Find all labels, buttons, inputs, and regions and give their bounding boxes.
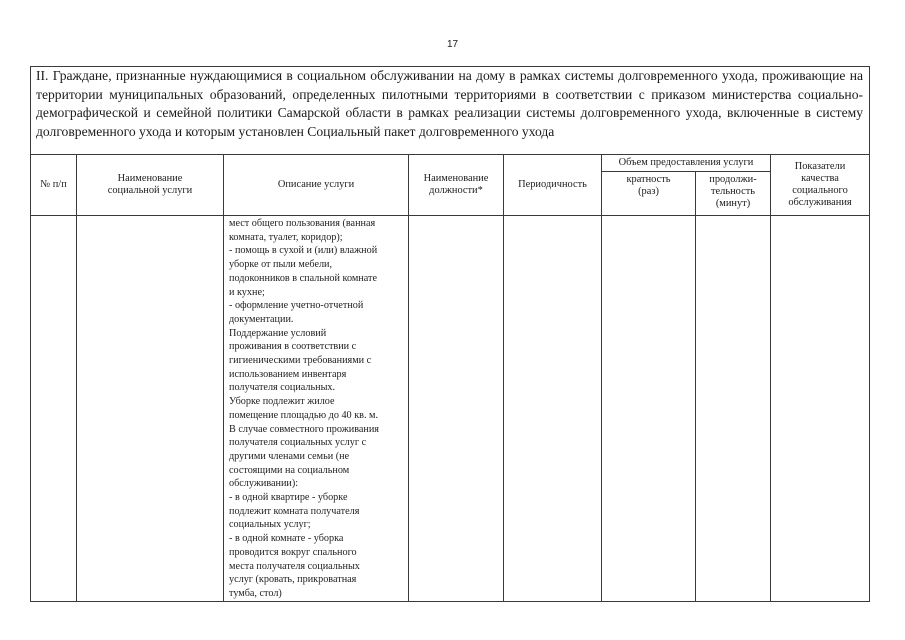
- header-quality: Показатели качества социального обслуживания: [771, 155, 870, 216]
- description-line: получателя социальных услуг с: [229, 437, 367, 449]
- cell-periodicity: [504, 216, 602, 602]
- header-volume: Объем предоставления услуги: [602, 155, 771, 172]
- description-line: места получателя социальных: [229, 560, 360, 572]
- description-line: Уборке подлежит жилое: [229, 396, 335, 408]
- header-row-1: [31, 155, 870, 172]
- description-line: обслуживании):: [229, 478, 299, 490]
- description-line: получателя социальных.: [229, 382, 336, 394]
- description-line: - оформление учетно-отчетной: [229, 300, 364, 312]
- description-line: помещение площадью до 40 кв. м.: [229, 409, 379, 421]
- description-line: гигиеническими требованиями с: [229, 355, 372, 367]
- header-position: Наименование должности*: [409, 155, 504, 216]
- description-line: В случае совместного проживания: [229, 423, 379, 435]
- services-table: [30, 66, 870, 602]
- description-line: документации.: [229, 313, 294, 325]
- header-duration: продолжи-тельность (минут): [696, 172, 771, 216]
- description-line: комната, туалет, коридор);: [229, 231, 343, 243]
- section-heading-row: [31, 67, 870, 155]
- description-line: социальных услуг;: [229, 519, 311, 531]
- cell-description: [224, 216, 409, 602]
- description-line: мест общего пользования (ванная: [229, 218, 376, 229]
- description-line: проживания в соответствии с: [229, 341, 357, 353]
- description-line: уборке от пыли мебели,: [229, 259, 333, 271]
- header-num: № п/п: [31, 155, 77, 216]
- description-line: проводится вокруг спального: [229, 546, 357, 558]
- description-line: подлежит комната получателя: [229, 505, 360, 517]
- cell-service-name: [77, 216, 224, 602]
- header-frequency: кратность (раз): [602, 172, 696, 216]
- header-service-name: Наименование социальной услуги: [77, 155, 224, 216]
- section-heading: II. Граждане, признанные нуждающимися в социальном обслуживании на дому в рамках системы долговременного ухода, проживающие на территории муниципальных образований, определенных пилотными территориями в соответствии с приказом министерства социально-демографической и семейной политики Самарской области в рамках реализации системы долговременного ухода, включенные в систему долговременного ухода и которым установлен Социальный пакет долговременного ухода: [31, 67, 870, 155]
- description-line: Поддержание условий: [229, 327, 327, 339]
- table-row: [31, 216, 870, 602]
- cell-quality: [771, 216, 870, 602]
- description-line: использованием инвентаря: [229, 368, 347, 380]
- description-line: и кухне;: [229, 286, 265, 298]
- cell-frequency: [602, 216, 696, 602]
- cell-num: [31, 216, 77, 602]
- page-number: 17: [446, 39, 459, 50]
- description-line: - в одной комнате - уборка: [229, 533, 344, 545]
- description-line: - в одной квартире - уборке: [229, 492, 348, 504]
- cell-position: [409, 216, 504, 602]
- description-line: услуг (кровать, прикроватная: [229, 574, 357, 586]
- description-line: другими членами семьи (не: [229, 450, 350, 462]
- description-line: состоящими на социальном: [229, 464, 350, 476]
- description-line: тумба, стол): [229, 587, 282, 599]
- description-line: подоконников в спальной комнате: [229, 272, 377, 284]
- description-line: - помощь в сухой и (или) влажной: [229, 245, 378, 257]
- header-periodicity: Периодичность: [504, 155, 602, 216]
- cell-duration: [696, 216, 771, 602]
- header-description: Описание услуги: [224, 155, 409, 216]
